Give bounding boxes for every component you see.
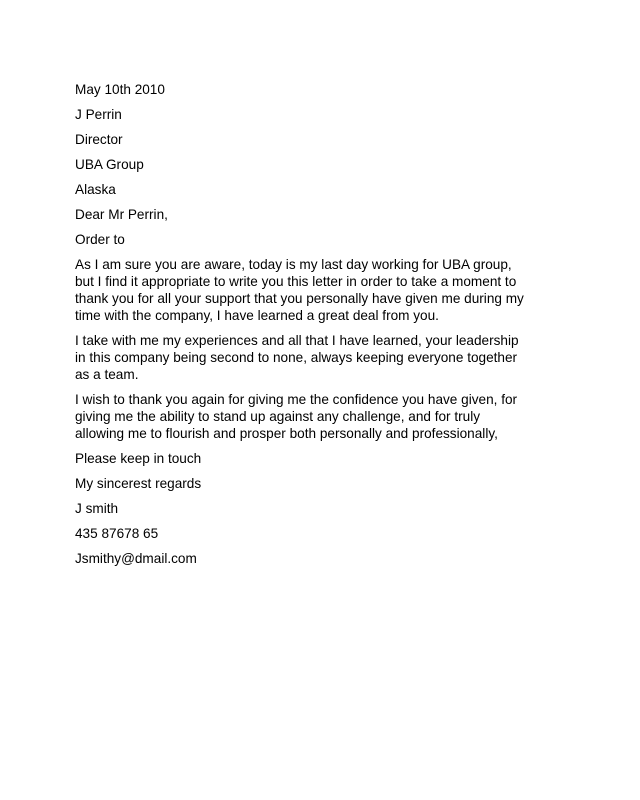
recipient-company: UBA Group <box>75 157 144 172</box>
paragraph-line: I take with me my experiences and all that I have learned, your leadership <box>75 333 519 348</box>
paragraph-line: I wish to thank you again for giving me the confidence you have given, for <box>75 392 518 407</box>
recipient-title: Director <box>75 132 123 147</box>
paragraph-line: as a team. <box>75 367 139 382</box>
letter-date: May 10th 2010 <box>75 82 165 97</box>
paragraph-line: giving me the ability to stand up against any challenge, and for truly <box>75 409 481 424</box>
letter <box>75 81 575 575</box>
body-paragraph-2 <box>75 332 575 383</box>
sender-name: J smith <box>75 501 119 516</box>
greeting: Dear Mr Perrin, <box>75 207 168 222</box>
body-paragraph-1 <box>75 256 575 324</box>
paragraph-line: but I find it appropriate to write you this letter in order to take a moment to <box>75 274 517 289</box>
closing-regards: My sincerest regards <box>75 476 202 491</box>
body-paragraph-3 <box>75 391 575 442</box>
paragraph-line: As I am sure you are aware, today is my last day working for UBA group, <box>75 257 512 272</box>
paragraph-line: in this company being second to none, always keeping everyone together <box>75 350 518 365</box>
subject-line: Order to <box>75 232 125 247</box>
sender-phone: 435 87678 65 <box>75 526 159 541</box>
sender-email: Jsmithy@dmail.com <box>75 551 197 566</box>
keep-in-touch: Please keep in touch <box>75 451 202 466</box>
recipient-location: Alaska <box>75 182 116 197</box>
paragraph-line: allowing me to flourish and prosper both personally and professionally, <box>75 426 498 441</box>
paragraph-line: thank you for all your support that you personally have given me during my <box>75 291 524 306</box>
recipient-name: J Perrin <box>75 107 122 122</box>
paragraph-line: time with the company, I have learned a great deal from you. <box>75 308 439 323</box>
